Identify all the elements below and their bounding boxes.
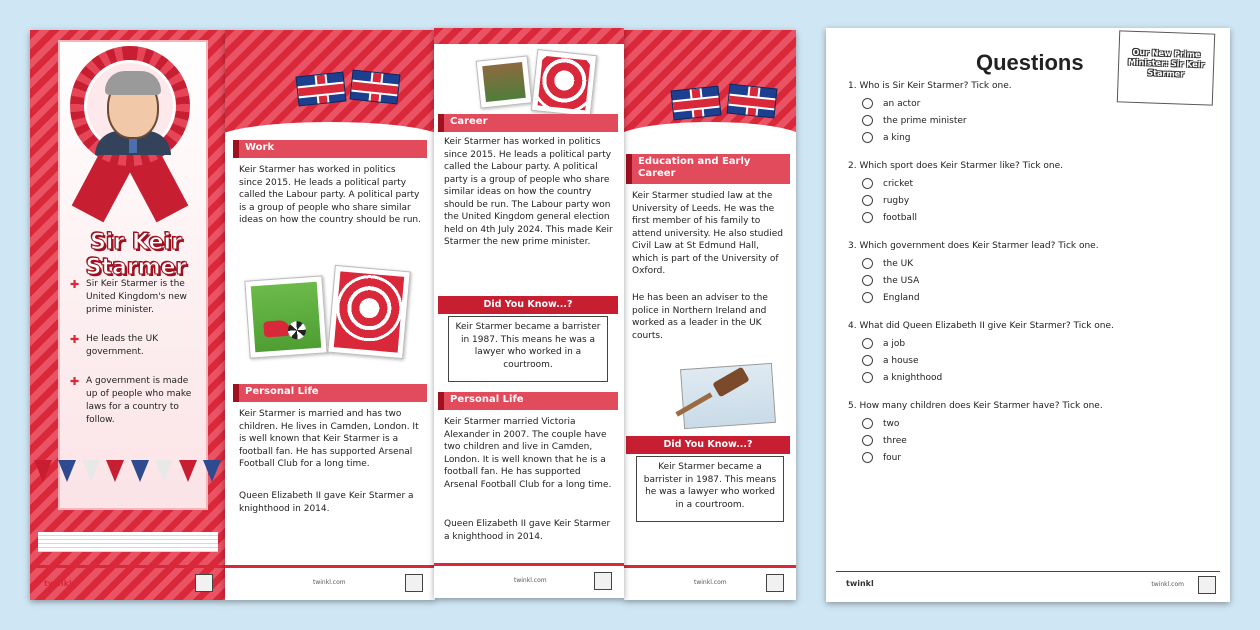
option-label: a king	[883, 132, 911, 143]
education-advisor-text: He has been an adviser to the police in Northern Ireland and worked as a leader in the UK courts.	[632, 293, 768, 341]
answer-option[interactable]	[848, 255, 1208, 272]
labour-rose-photo	[531, 49, 597, 117]
tick-box[interactable]	[862, 435, 873, 446]
portrait-rosette	[70, 46, 190, 166]
option-label: an actor	[883, 98, 921, 109]
personal-life-text: Keir Starmer is married and has two children. He lives in Camden, London. It is well known that Keir Starmer is a football fan. He has supported Arsenal Football Club for a long time.	[239, 409, 419, 469]
labour-rose-photo	[327, 265, 410, 359]
football-photo	[244, 275, 327, 358]
bunting-flag	[58, 460, 76, 482]
option-label: the USA	[883, 275, 920, 286]
questions-page	[826, 28, 1230, 602]
questions-badge: Our New Prime Minister: Sir Keir Starmer	[1117, 30, 1215, 105]
education-text: Keir Starmer studied law at the University of Leeds. He was the first member of his family to attend university. He also studied Civil Law at St Edmund Hall, which is part of the University of Oxford.	[632, 191, 783, 276]
profile-bullet: ✚ He leads the UK government.	[70, 333, 198, 359]
top-band-wave	[624, 122, 796, 158]
profile-page	[30, 30, 225, 600]
football-boot	[263, 320, 290, 338]
answer-option[interactable]	[848, 369, 1208, 386]
footer-line	[225, 565, 435, 568]
top-stripe	[434, 28, 624, 44]
profile-bullet: ✚ A government is made up of people who make laws for a country to follow.	[70, 375, 198, 427]
bunting-flag	[179, 460, 197, 482]
tick-box[interactable]	[862, 115, 873, 126]
did-you-know-banner: Did You Know...?	[438, 296, 618, 314]
tick-box[interactable]	[862, 452, 873, 463]
question	[848, 320, 1208, 386]
option-label: a house	[883, 355, 919, 366]
labour-rose-icon	[334, 271, 404, 352]
uk-flag-icon	[671, 86, 722, 121]
fine-print	[38, 532, 218, 552]
answer-option[interactable]	[848, 272, 1208, 289]
tick-box[interactable]	[862, 372, 873, 383]
answer-option[interactable]	[848, 415, 1208, 432]
twinkl-logo: twinkl	[846, 579, 874, 588]
bunting-flag	[82, 460, 100, 482]
footer-url: twinkl.com	[313, 579, 346, 586]
bunting-flag	[34, 460, 52, 482]
education-page	[624, 30, 796, 600]
question-text: 5. How many children does Keir Starmer have? Tick one.	[848, 401, 1103, 411]
portrait	[84, 60, 176, 152]
career-heading: Career	[438, 114, 618, 132]
bunting-flag	[131, 460, 149, 482]
answer-option[interactable]	[848, 352, 1208, 369]
question-list	[848, 80, 1208, 480]
footer-badge-icon	[594, 572, 612, 590]
option-label: cricket	[883, 178, 914, 189]
answer-option[interactable]	[848, 335, 1208, 352]
did-you-know-banner: Did You Know...?	[626, 436, 790, 454]
tick-box[interactable]	[862, 418, 873, 429]
answer-option[interactable]	[848, 95, 1208, 112]
footer-url: twinkl.com	[514, 577, 547, 584]
footer-badge-icon	[195, 574, 213, 592]
tick-box[interactable]	[862, 338, 873, 349]
tick-box[interactable]	[862, 212, 873, 223]
option-label: the prime minister	[883, 115, 967, 126]
footer-badge-icon	[766, 574, 784, 592]
question-text: 2. Which sport does Keir Starmer like? Tick one.	[848, 161, 1064, 171]
answer-option[interactable]	[848, 449, 1208, 466]
question	[848, 400, 1208, 466]
profile-bullets	[70, 278, 198, 443]
uk-flag-icon	[296, 72, 347, 107]
option-label: the UK	[883, 258, 914, 269]
footer-badge-icon	[405, 574, 423, 592]
tick-box[interactable]	[862, 355, 873, 366]
football-ball-icon	[287, 321, 306, 340]
option-label: rugby	[883, 195, 910, 206]
option-label: three	[883, 435, 907, 446]
answer-option[interactable]	[848, 175, 1208, 192]
bunting-flag	[203, 460, 221, 482]
footer-url: twinkl.com	[1151, 581, 1184, 588]
option-label: football	[883, 212, 917, 223]
career-image	[482, 62, 526, 102]
option-label: a job	[883, 338, 906, 349]
question	[848, 160, 1208, 226]
answer-option[interactable]	[848, 289, 1208, 306]
football-image	[251, 282, 321, 352]
portrait-hair	[105, 71, 161, 95]
question	[848, 80, 1208, 146]
profile-title: Sir Keir Starmer	[85, 230, 187, 280]
uk-flag-icon	[350, 70, 401, 105]
twinkl-logo: twinkl	[44, 579, 72, 588]
option-label: England	[883, 292, 920, 303]
tick-box[interactable]	[862, 98, 873, 109]
answer-option[interactable]	[848, 432, 1208, 449]
work-page	[225, 30, 435, 600]
question-text: 1. Who is Sir Keir Starmer? Tick one.	[848, 81, 1012, 91]
personal-life-text: Keir Starmer married Victoria Alexander in 2007. The couple have two children and live in Camden, London. It is well known that he is a football fan. He has supported Arsenal Football Club for a long time.	[444, 417, 612, 490]
question-text: 3. Which government does Keir Starmer lead? Tick one.	[848, 241, 1099, 251]
did-you-know-box: Keir Starmer became a barrister in 1987. This means he was a lawyer who worked in a courtroom.	[448, 316, 608, 382]
education-heading: Education and Early Career	[626, 154, 790, 184]
footer-badge-icon	[1198, 576, 1216, 594]
tick-box[interactable]	[862, 258, 873, 269]
question-text: 4. What did Queen Elizabeth II give Keir Starmer? Tick one.	[848, 321, 1114, 331]
tick-box[interactable]	[862, 275, 873, 286]
option-label: a knighthood	[883, 372, 943, 383]
labour-rose-icon	[538, 56, 591, 111]
footer-line	[836, 571, 1220, 572]
answer-option[interactable]	[848, 192, 1208, 209]
bunting-flag	[106, 460, 124, 482]
career-text: Keir Starmer has worked in politics since 2015. He leads a political party called the Labour party. A political party is a group of people who share similar ideas on how the country should be run. The Labour party won the United Kingdom general election held on 4th July 2024. This made Keir Starmer the new prime minister.	[444, 137, 613, 247]
answer-option[interactable]	[848, 209, 1208, 226]
gavel-photo	[680, 363, 776, 429]
work-text: Keir Starmer has worked in politics since 2015. He leads a political party called the Labour party. A political party is a group of people who share similar ideas on how the country should be run.	[239, 165, 421, 225]
footer-line	[624, 565, 796, 568]
bunting-flag	[155, 460, 173, 482]
tick-box[interactable]	[862, 195, 873, 206]
option-label: two	[883, 418, 900, 429]
answer-option[interactable]	[848, 112, 1208, 129]
personal-life-heading: Personal Life	[233, 384, 427, 402]
did-you-know-box: Keir Starmer became a barrister in 1987. This means he was a lawyer who worked in a courtroom.	[636, 456, 784, 522]
footer-line	[434, 563, 624, 566]
bunting	[30, 460, 225, 490]
answer-option[interactable]	[848, 129, 1208, 146]
profile-bullet: ✚ Sir Keir Starmer is the United Kingdom's new prime minister.	[70, 278, 198, 317]
uk-flag-icon	[727, 84, 778, 119]
footer-url: twinkl.com	[694, 579, 727, 586]
tick-box[interactable]	[862, 132, 873, 143]
career-photo	[476, 55, 533, 108]
personal-life-heading: Personal Life	[438, 392, 618, 410]
personal-life-knighthood-text: Queen Elizabeth II gave Keir Starmer a knighthood in 2014.	[239, 491, 414, 514]
option-label: four	[883, 452, 902, 463]
top-band	[624, 30, 796, 140]
question	[848, 240, 1208, 306]
tick-box[interactable]	[862, 178, 873, 189]
career-page	[434, 28, 624, 598]
personal-life-knighthood-text: Queen Elizabeth II gave Keir Starmer a knighthood in 2014.	[444, 519, 611, 542]
tick-box[interactable]	[862, 292, 873, 303]
work-heading: Work	[233, 140, 427, 158]
questions-title: Questions	[976, 50, 1084, 75]
footer-line	[30, 565, 225, 568]
